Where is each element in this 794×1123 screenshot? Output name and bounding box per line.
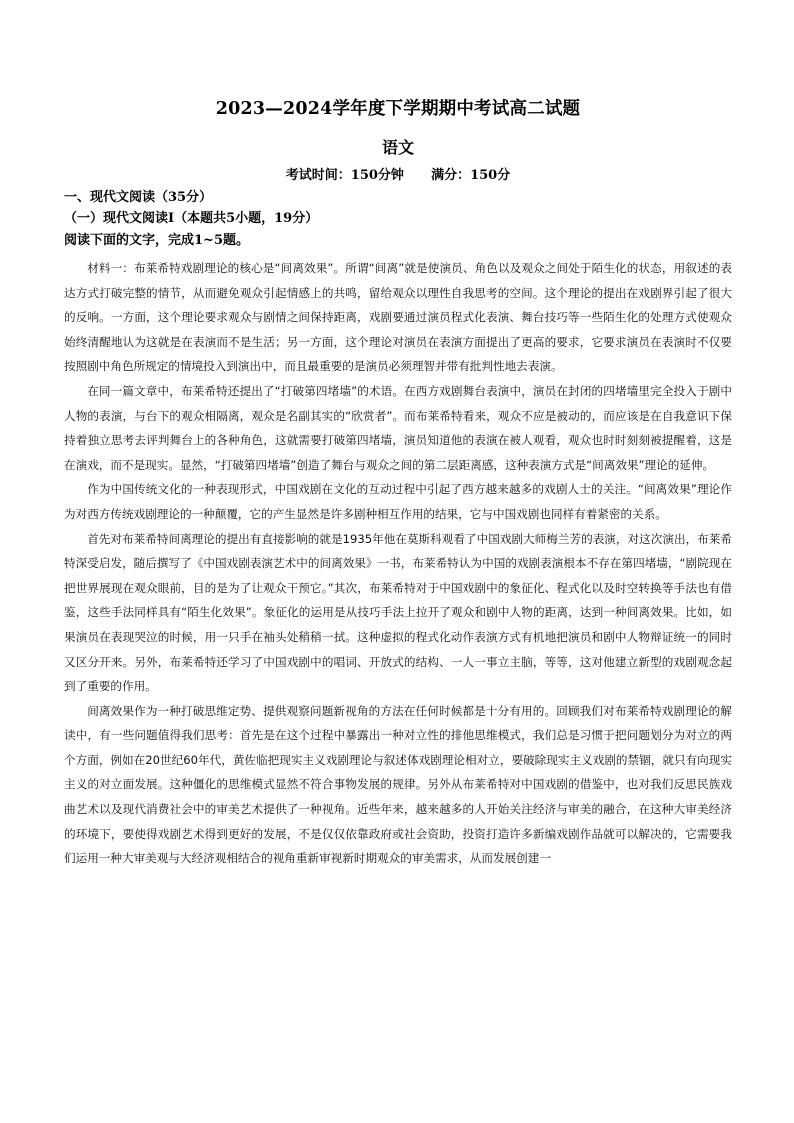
page-content: [64, 96, 732, 871]
reading-instruction: 阅读下面的文字，完成1~5题。: [64, 233, 249, 248]
subject-title: 语文: [381, 138, 414, 157]
reading-passage: [64, 256, 732, 871]
passage-paragraph: 材料一：布莱希特戏剧理论的核心是“间离效果”。所谓“间离”就是使演员、角色以及观众之间处于陌生化的状态，用叙述的表达方式打破完整的情节，从而避免观众引起情感上的共鸣，留给观众以理性自我思考的空间。这个理论的提出在戏剧界引起了很大的反响。一方面，这个理论要求观众与剧情之间保持距离，戏剧要通过演员程式化表演、舞台技巧等一些陌生化的处理方式使观众始终清醒地认为这就是在表演而不是生活；另一方面，这个理论对演员在表演方面提出了更高的要求，它要求演员在表演时不仅要按照剧中角色所规定的情境投入到演出中，而且最重要的是演员必须理智并带有批判性地去表演。: [64, 261, 732, 374]
passage-paragraph: 首先对布莱希特间离理论的提出有直接影响的就是1935年他在莫斯科观看了中国戏剧大师梅兰芳的表演，对这次演出，布莱希特深受启发，随后撰写了《中国戏剧表演艺术中的间离效果》一书，布莱希特认为中国的戏剧表演根本不存在第四堵墙，“剧院现在把世界展现在观众眼前，目的是为了让观众干预它。”其次，布莱希特对于中国戏剧中的象征化、程式化以及时空转换等手法也有借鉴，这些手法同样具有“陌生化效果”。象征化的运用是从技巧手法上拉开了观众和剧中人物的距离，达到一种间离效果。比如，如果演员在表现哭泣的时候，用一只手在袖头处稍稍一拭。这种虚拟的程式化动作表演方式有机地把演员和剧中人物辩证统一的同时又区分开来。另外，布莱希特还学习了中国戏剧中的唱词、开放式的结构、一人一事立主脑，等等，这对他建立新型的戏剧观念起到了重要的作用。: [64, 531, 732, 694]
passage-paragraph: 作为中国传统文化的一种表现形式，中国戏剧在文化的互动过程中引起了西方越来越多的戏剧人士的关注。“间离效果”理论作为对西方传统戏剧理论的一种颠覆，它的产生显然是许多剧种相互作用的结果，它与中国戏剧也同样有着紧密的关系。: [64, 482, 732, 521]
passage-paragraph: 间离效果作为一种打破思维定势、提供观察问题新视角的方法在任何时候都是十分有用的。回顾我们对布莱希特戏剧理论的解读中，有一些问题值得我们思考：首先是在这个过程中暴露出一种对立性的排他思维模式，我们总是习惯于把问题划分为对立的两个方面，例如在20世纪60年代，黄佐临把现实主义戏剧理论与叙述体戏剧理论相对立，要破除现实主义戏剧的禁锢，就只有向现实主义的对立面发展。这种僵化的思维模式显然不符合事物发展的规律。另外从布莱希特对中国戏剧的借鉴中，也对我们反思民族戏曲艺术以及现代消费社会中的审美艺术提供了一种视角。近些年来，越来越多的人开始关注经济与审美的融合，在这种大审美经济的环境下，要使得戏剧艺术得到更好的发展，不是仅仅依靠政府或社会资助，投资打造许多新编戏剧作品就可以解决的，它需要我们运用一种大审美观与大经济观相结合的视角重新审视新时期观众的审美需求，从而发展创建一: [64, 703, 732, 866]
subsection-heading: （一）现代文阅读Ⅰ（本题共5小题，19分）: [64, 211, 319, 226]
exam-title: 2023—2024学年度下学期期中考试高二试题: [215, 99, 581, 119]
section-heading: 一、现代文阅读（35分）: [64, 190, 213, 205]
passage-paragraph: 在同一篇文章中，布莱希特还提出了“打破第四堵墙”的术语。在西方戏剧舞台表演中，演员在封闭的四堵墙里完全投入于剧中人物的表演，与台下的观众相隔离，观众是名副其实的“欣赏者”。而布莱希特看来，观众不应是被动的，而应该是在自我意识下保持着独立思考去评判舞台上的各种角色，这就需要打破第四堵墙，演员知道他的表演在被人观看，观众也时时刻刻被提醒着，这是在演戏，而不是现实。显然，“打破第四堵墙”创造了舞台与观众之间的第二层距离感，这种表演方式是“间离效果”理论的延伸。: [64, 383, 732, 472]
exam-info: 考试时间：150分钟 满分：150分: [285, 168, 511, 183]
